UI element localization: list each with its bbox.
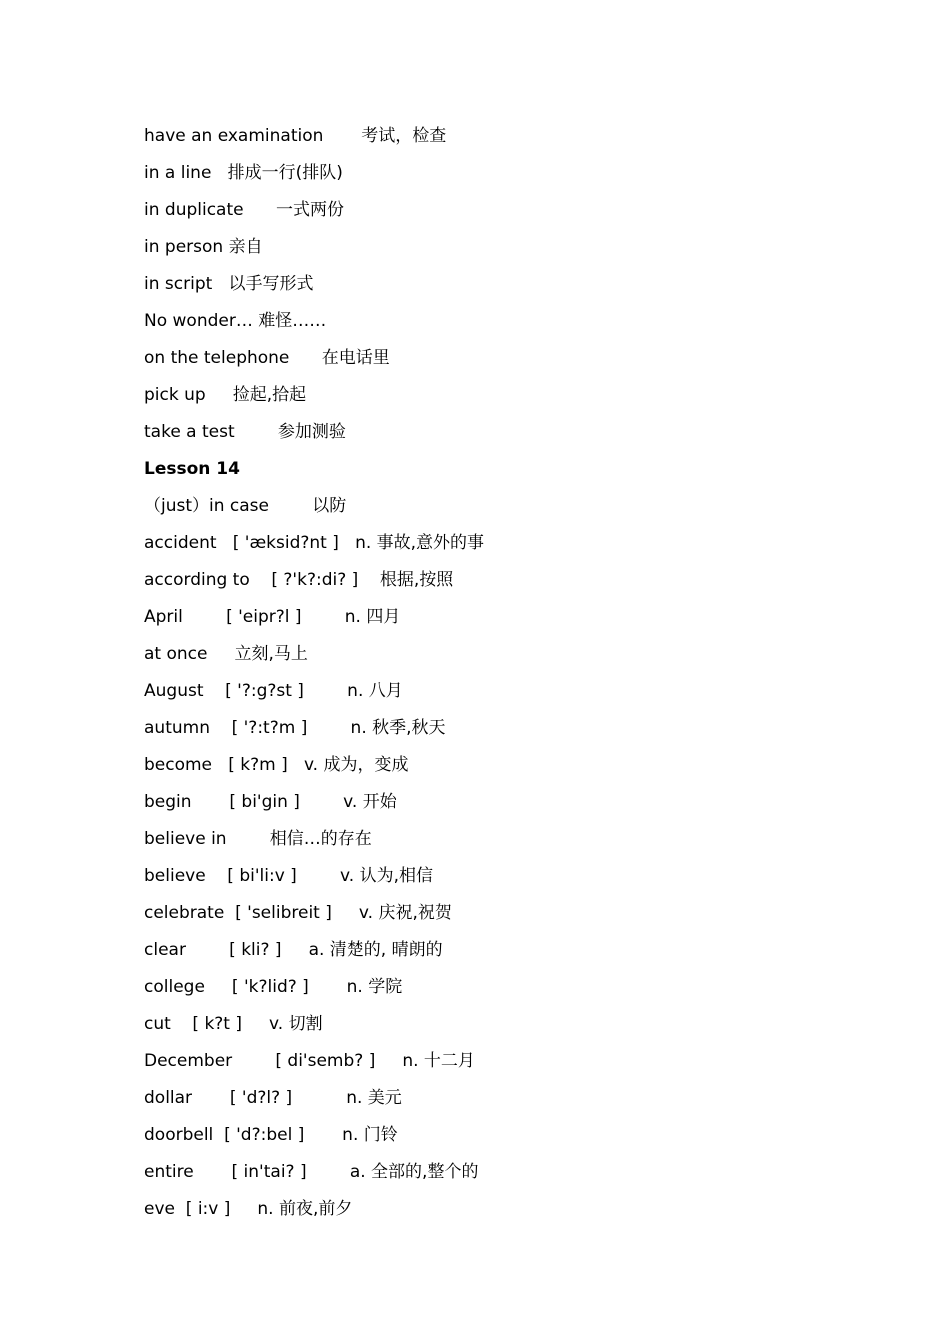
vocab-line: celebrate [ 'selibreit ] v. 庆祝,祝贺 <box>144 903 452 923</box>
vocab-line: entire [ in'tai? ] a. 全部的,整个的 <box>144 1162 479 1182</box>
vocab-line: cut [ k?t ] v. 切割 <box>144 1014 323 1034</box>
vocab-line: on the telephone 在电话里 <box>144 348 390 368</box>
vocab-line: at once 立刻,马上 <box>144 644 308 664</box>
vocab-line: dollar [ 'd?l? ] n. 美元 <box>144 1088 402 1108</box>
vocab-line: believe [ bi'li:v ] v. 认为,相信 <box>144 866 433 886</box>
document-page <box>144 118 904 1228</box>
vocab-line: believe in 相信…的存在 <box>144 829 372 849</box>
vocab-line: clear [ kli? ] a. 清楚的, 晴朗的 <box>144 940 443 960</box>
vocab-line: April [ 'eipr?l ] n. 四月 <box>144 607 401 627</box>
lesson-heading: Lesson 14 <box>144 459 240 479</box>
vocab-line: take a test 参加测验 <box>144 422 346 442</box>
vocab-line: in duplicate 一式两份 <box>144 200 345 220</box>
vocab-line: （just）in case 以防 <box>144 496 347 516</box>
vocab-line: eve [ i:v ] n. 前夜,前夕 <box>144 1199 353 1219</box>
vocab-line: pick up 捡起,拾起 <box>144 385 307 405</box>
vocab-line: accident [ 'æksid?nt ] n. 事故,意外的事 <box>144 533 485 553</box>
vocab-line: in person 亲自 <box>144 237 263 257</box>
vocab-line: become [ k?m ] v. 成为，变成 <box>144 755 409 775</box>
vocab-line: according to [ ?'k?:di? ] 根据,按照 <box>144 570 454 590</box>
vocab-line: August [ '?:g?st ] n. 八月 <box>144 681 403 701</box>
vocab-line: in script 以手写形式 <box>144 274 314 294</box>
vocab-line: in a line 排成一行(排队) <box>144 163 343 183</box>
vocab-line: begin [ bi'gin ] v. 开始 <box>144 792 397 812</box>
vocab-line: doorbell [ 'd?:bel ] n. 门铃 <box>144 1125 398 1145</box>
vocab-line: have an examination 考试，检查 <box>144 126 447 146</box>
vocab-line: college [ 'k?lid? ] n. 学院 <box>144 977 403 997</box>
vocab-line: December [ di'semb? ] n. 十二月 <box>144 1051 475 1071</box>
vocab-line: No wonder… 难怪…… <box>144 311 327 331</box>
vocab-line: autumn [ '?:t?m ] n. 秋季,秋天 <box>144 718 446 738</box>
